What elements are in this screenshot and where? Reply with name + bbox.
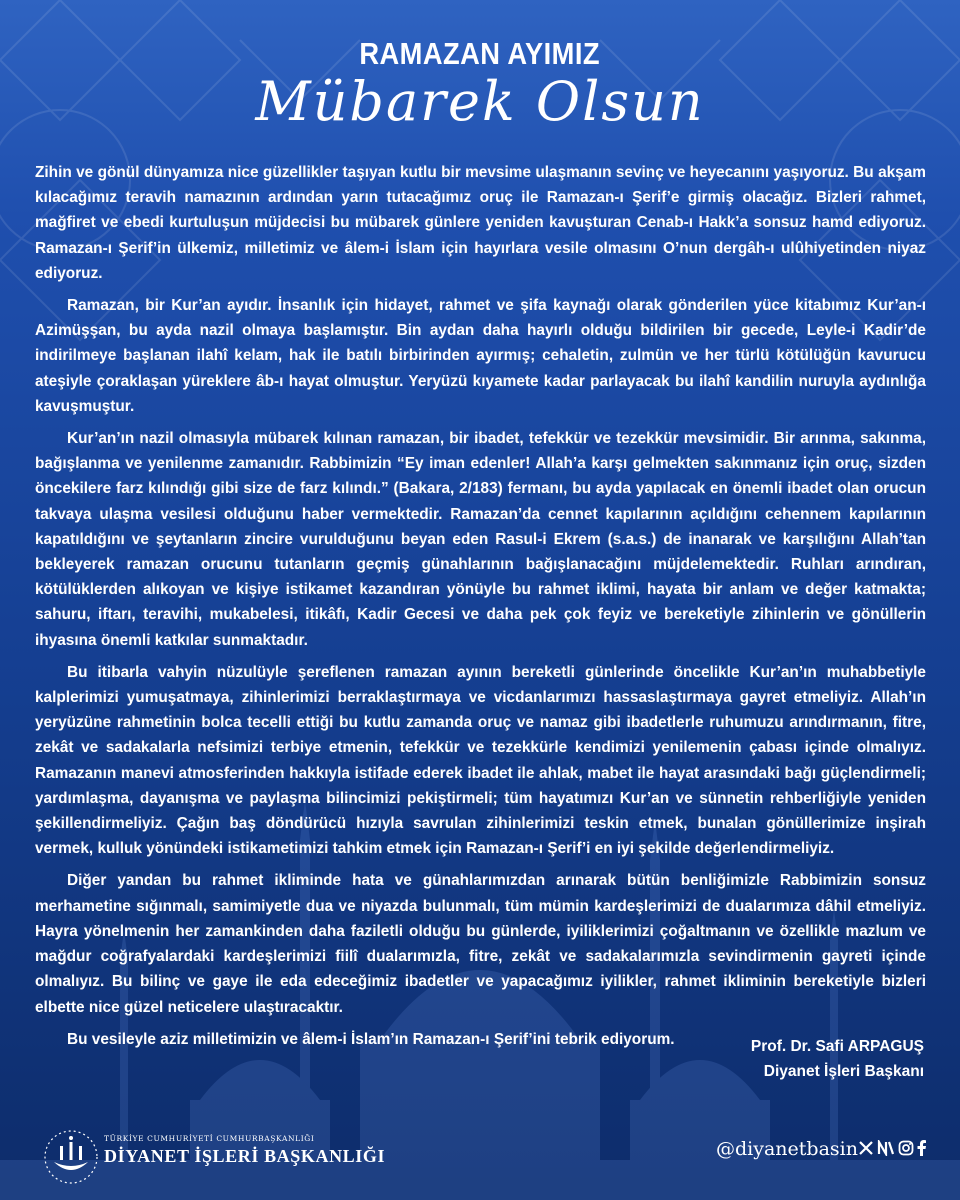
x-icon[interactable]	[858, 1140, 874, 1156]
signature-name: Prof. Dr. Safi ARPAGUŞ	[750, 1038, 924, 1055]
page-subtitle: Mübarek Olsun	[255, 70, 705, 133]
organization	[104, 1134, 385, 1167]
header	[0, 36, 960, 133]
organization-name: DİYANET İŞLERİ BAŞKANLIĞI	[104, 1146, 386, 1166]
paragraph: Ramazan, bir Kur’an ayıdır. İnsanlık için hidayet, rahmet ve şifa kaynağı olarak gönderilen yüce kitabımız Kur’an-ı Azimüşşan, bu ayda nazil olmaya başlamıştır. Bin aydan daha hayırlı olduğu bildirilen bir gecede, Leyle-i Kadir’de indirilmeye başlanan ilahî kelam, hak ile batılı birbirinden ayırmış; cehaletin, zulmün ve her türlü kötülüğün kavurucu ateşiyle çoraklaşan yüreklere âb-ı hayat olmuştur. Yeryüzü kıyamete kadar parlayacak bu ilahî kandilin nuruyla aydınlığa kavuşmuştur.	[35, 297, 926, 415]
paragraph: Zihin ve gönül dünyamıza nice güzellikler taşıyan kutlu bir mevsime ulaşmanın sevinç ve heyecanını yaşıyoruz. Bu akşam kılacağımız teravih namazının ardından yarın tutacağımız oruç ile Ramazan-ı Şerif’e girmiş olacağız. Bizleri rahmet, mağfiret ve ebedi kurtuluşun müjdecisi bu mübarek günlere yeniden kavuşturan Cenab-ı Hakk’a sonsuz hamd ediyoruz. Ramazan-ı Şerif’in ülkemiz, milletimiz ve âlem-i İslam için hayırlara vesile olmasını O’nun dergâh-ı ulûhiyetinden niyaz ediyoruz.	[35, 164, 926, 282]
paragraph: Bu itibarla vahyin nüzulüyle şereflenen ramazan ayının bereketli günlerinde öncelikle Kur’an’ın muhabbetiyle kalplerimizi yumuşatmaya, zihinlerimizi berraklaştırmaya ve vicdanlarımızı hassaslaştırmaya gayret etmeliyiz. Allah’ın yeryüzüne rahmetinin bolca tecelli ettiği bu kutlu zamanda oruç ve namaz gibi ibadetlerle ruhumuzu arındırmanın, fitre, zekât ve sadakalarla nefsimizi terbiye etmenin, tefekkür ve tezekkürle kendimizi yenilemenin çabası içinde olmalıyız. Ramazanın manevi atmosferinden hakkıyla istifade ederek ibadet ile ahlak, mabet ile hayat arasındaki bağı güçlendirmeli; yardımlaşma, dayanışma ve paylaşma bilincimizi pekiştirmeli; tüm hayatımızı Kur’an ve sünnetin rehberliğiyle yeniden şekillendirmeliyiz. Çağın baş döndürücü hızıyla savrulan zihinlerimizi teskin etmek, bunalan gönüllerimize inşirah vermek, kulluk yönündeki istikametimizi tahkim etmek için Ramazan-ı Şerif’i en iyi şekilde değerlendirmeliyiz.	[35, 663, 926, 858]
organization-parent: TÜRKİYE CUMHURİYETİ CUMHURBAŞKANLIĞI	[104, 1134, 315, 1143]
instagram-icon[interactable]	[898, 1140, 914, 1156]
paragraph: Kur’an’ın nazil olmasıyla mübarek kılınan ramazan, bir ibadet, tefekkür ve tezekkür mevsimidir. Bir arınma, sakınma, bağışlanma ve yenilenme zamanıdır. Rabbimizin “Ey iman edenler! Allah’a karşı gelmekten sakınmanız için oruç, sizden öncekilere farz kılındığı gibi size de farz kılındı.” (Bakara, 2/183) fermanı, bu ayda yapılacak en önemli ibadet olan orucun takvaya ulaşma vesilesi olduğunu haber vermektedir. Ramazan’da cennet kapılarının açıldığını cehennem kapılarının kapatıldığını ve şeytanların zincire vurulduğunu beyan eden Rasul-i Ekrem (s.a.s.) de inanarak ve karşılığını Allah’tan bekleyerek ramazan orucunu tutanların geçmiş günahlarının bağışlanacağını müjdelemektedir. Ruhları arındıran, kötülüklerden alıkoyan ve kişiye istikamet kazandıran yönüyle bu rahmet iklimi, hayata bir anlam ve değer katmakta; sahuru, iftarı, teravihi, mukabelesi, itikâfı, Kadir Gecesi ve daha pek çok feyiz ve bereketiyle zihinlerin ve gönüllerin ihyasına önemli katkılar sunmaktadır.	[35, 430, 926, 649]
paragraph: Diğer yandan bu rahmet ikliminde hata ve günahlarımızdan arınarak bütün benliğimizle Rabbimizin sonsuz merhametine sığınmalı, samimiyetle dua ve niyazda bulunmalı, tüm mümin kardeşlerimizi de dualarımıza dâhil etmeliyiz. Hayra yönelmenin her zamankinden daha faziletli olduğu bu günlerde, iyiliklerimizi çoğaltmanın ve özellikle mazlum ve mağdur coğrafyalardaki kardeşlerimizi fiilî dualarımızla, fitre, zekât ve sadakalarımızla sevindirmenin gayreti içinde olmalıyız. Bu bilinç ve gaye ile eda edeceğimiz ibadetler ve yapacağımız iyilikler, rahmet ikliminin bereketiyle bizleri elbette nice güzel neticelere ulaştıracaktır.	[35, 872, 926, 1016]
facebook-icon[interactable]	[917, 1140, 927, 1156]
social-handle[interactable]: @diyanetbasin	[716, 1138, 858, 1160]
paragraph: Bu vesileyle aziz milletimizin ve âlem-i İslam’ın Ramazan-ı Şerif’ini tebrik ediyorum.	[67, 1030, 675, 1048]
social-icons	[858, 1140, 927, 1156]
signature	[751, 1034, 924, 1084]
message-body	[35, 160, 926, 1059]
signature-role: Diyanet İşleri Başkanı	[763, 1063, 924, 1080]
nsosyal-icon[interactable]	[877, 1140, 895, 1156]
diyanet-logo-icon	[36, 1122, 106, 1192]
page-title: RAMAZAN AYIMIZ	[359, 36, 601, 71]
